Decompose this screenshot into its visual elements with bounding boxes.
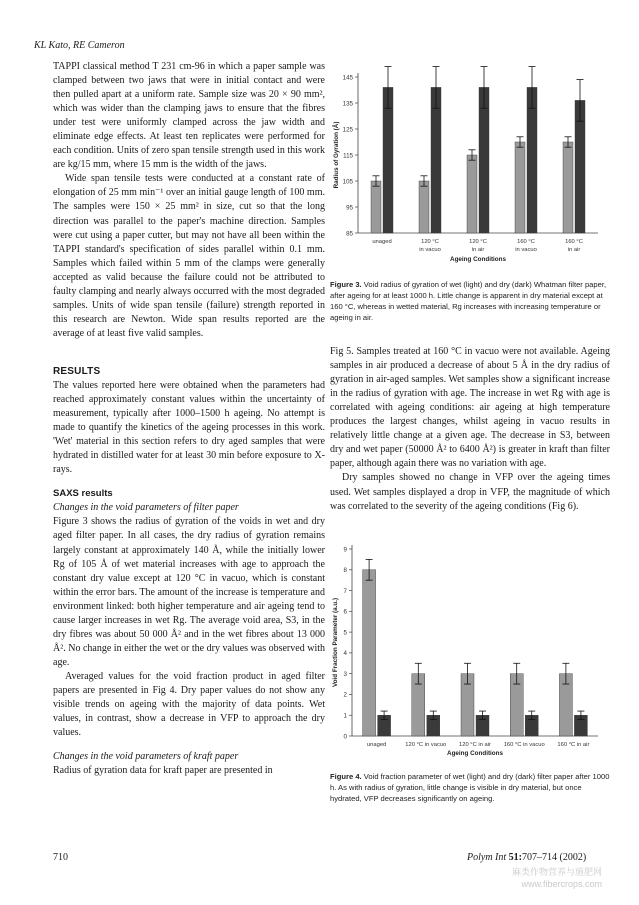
fig3-x-tick-label: 120 °C <box>421 239 439 245</box>
running-header: KL Kato, RE Cameron <box>34 40 125 51</box>
paragraph-results-intro: The values reported here were obtained when the parameters had reached approximately constant values within the uncertainty of measurement, typically after 1000–1500 h ageing. No attempt is made to quantify the kinetics of the ageing processes in this work. 'Wet' material in this section refers to dry aged samples that were hydrated in distilled water for at least 30 min before exposure to X-rays. <box>53 379 325 476</box>
figure-4-caption <box>330 771 610 804</box>
fig4-y-tick-label: 6 <box>343 608 347 616</box>
fig3-y-tick-label: 95 <box>346 204 353 212</box>
fig3-x-tick-label: 160 °C <box>517 239 535 245</box>
paragraph-kraft-vfp: Dry samples showed no change in VFP over the ageing times used. Wet samples displayed a drop in VFP, the magnitude of which was correlated to the severity of the ageing conditions (Fig 6). <box>330 472 610 512</box>
fig3-x-tick-label: in vacuo <box>419 247 441 253</box>
fig3-x-tick-label: in air <box>471 247 485 253</box>
paragraph-wide-span: Wide span tensile tests were conducted at a constant rate of elongation of 25 mm min⁻¹ over an initial gauge length of 100 mm. The samples were 150 × 25 mm² in size, cut so that the long direction was parallel to the paper's machine direction. Samples were cut using a paper cutter, but may not have all been within the TAPPI standard's specification of sides parallel within 0.1 mm. Samples which failed within 5 mm of the clamps were generally accepted as valid because the failure could not be attributed to faulty clamping and nearly always occurred with the most degraded samples. Units of wide span tensile (failure) strength reported in this research are Newton. Wide span results reported are the average of at least five valid samples. <box>53 173 325 339</box>
fig4-x-tick-label: 120 °C in vacuo <box>405 741 447 748</box>
figure-4-label: Figure 4. <box>330 771 362 781</box>
right-column <box>330 60 610 804</box>
subheading-kraft-paper: Changes in the void parameters of kraft paper <box>53 751 239 763</box>
fig3-x-tick-label: in air <box>567 247 581 253</box>
fig4-x-tick-label: unaged <box>366 741 387 748</box>
saxs-heading: SAXS results <box>53 488 113 500</box>
fig3-bar-wet <box>563 142 573 233</box>
results-heading: RESULTS <box>53 365 101 377</box>
journal-volume: 51: <box>508 852 522 863</box>
figure-3-caption <box>330 279 610 323</box>
fig3-y-tick-label: 125 <box>342 126 353 134</box>
fig4-x-tick-label: 160 °C in vacuo <box>503 741 545 748</box>
fig3-bar-wet <box>419 181 429 233</box>
fig3-bar-dry <box>527 87 537 233</box>
left-column <box>53 60 325 778</box>
fig3-y-tick-label: 135 <box>342 100 353 108</box>
fig3-x-tick-label: 120 °C <box>469 239 487 245</box>
fig3-x-axis-title: Ageing Conditions <box>450 256 506 263</box>
fig3-bar-wet <box>371 181 381 233</box>
fig4-y-tick-label: 2 <box>343 691 347 699</box>
fig3-bar-dry <box>479 87 489 233</box>
fig4-y-axis-title: Void Fraction Parameter (a.u.) <box>332 597 339 687</box>
fig4-y-tick-label: 8 <box>343 566 347 574</box>
journal-pages: 707–714 (2002) <box>522 852 587 863</box>
fig4-y-tick-label: 4 <box>343 649 347 657</box>
fig4-bar-wet <box>363 569 376 735</box>
page-number: 710 <box>53 852 68 863</box>
paragraph-kraft-start: Radius of gyration data for kraft paper are presented in <box>53 765 273 777</box>
figure-4 <box>330 542 610 804</box>
figure-4-caption-text: Void fraction parameter of wet (light) and dry (dark) filter paper after 1000 h. As with radius of gyration, little change is visible in dry material, but once hydrated, VFP decreases significantly on ageing. <box>330 771 610 803</box>
fig3-y-axis-title: Radius of Gyration (Å) <box>333 121 340 189</box>
fig4-y-tick-label: 1 <box>343 712 347 720</box>
paragraph-figure4-discussion: Averaged values for the void fraction product in aged filter papers are presented in Fig 4. Dry paper values do not show any visible trends on ageing with the majority of data points. Wet values, in contrast, show a decrease in VFP to approach the dry values. <box>53 670 325 739</box>
watermark-line1: 麻类作物营养与施肥网 <box>512 867 603 877</box>
paragraph-figure3-discussion: Figure 3 shows the radius of gyration of the voids in wet and dry aged filter paper. In all cases, the dry radius of gyration remains largely constant at approximately 140 Å, while the initially lower Rg of 105 Å of wet material increases with age to approach the constant dry value except at 120 °C in vacuo, which is constant within the error bars. The amount of the increase is temperature and environment linked: both higher temperature and air ageing tend to cause larger increases in wet Rg. The average void area, S3, in the dry fibres was about 50 000 Å² and in the wet fibres about 13 000 Å². No change in either the wet or the dry values was observed with age. <box>53 516 325 668</box>
figure-3-chart <box>330 60 610 268</box>
journal-citation <box>467 852 586 863</box>
fig3-x-tick-label: in vacuo <box>515 247 537 253</box>
figure-3-caption-text: Void radius of gyration of wet (light) and dry (dark) Whatman filter paper, after ageing for at least 1000 h. Little change is apparent in dry material except at 160 °C, whereas in wetted material, Rg increases with increasing temperature or ageing in air. <box>330 280 607 323</box>
fig4-x-axis-title: Ageing Conditions <box>447 749 503 757</box>
figure-3 <box>330 60 610 323</box>
watermark-line2: www.fibercrops.com <box>521 879 603 889</box>
journal-name: Polym Int <box>467 852 507 863</box>
fig3-bar-wet <box>467 155 477 233</box>
paragraph-tappi-method: TAPPI classical method T 231 cm-96 in which a paper sample was clamped between two jaws that were in initial contact and were then pulled apart at a uniform rate. Sample size was 20 × 90 mm², which was wider than the clamping jaws to ensure that the fibres under test were uniformly clamped across the jaw width and eliminate edge effects. At least ten replicates were performed for each condition. Units of zero span tensile strength used in this work are kg/15 mm, where 15 mm is the width of the jaws. <box>53 61 325 171</box>
fig4-x-tick-label: 160 °C in air <box>557 741 590 748</box>
fig3-y-tick-label: 115 <box>343 152 353 160</box>
fig4-y-tick-label: 5 <box>343 629 347 637</box>
figure-3-label: Figure 3. <box>330 280 362 290</box>
figure-4-chart <box>330 542 610 760</box>
fig3-y-tick-label: 85 <box>346 230 353 238</box>
fig3-y-tick-label: 105 <box>342 178 353 186</box>
watermark <box>512 866 602 890</box>
fig3-y-tick-label: 145 <box>342 74 353 82</box>
fig3-bar-wet <box>515 142 525 233</box>
fig3-bar-dry <box>431 87 441 233</box>
fig4-y-tick-label: 3 <box>343 670 347 678</box>
fig4-x-tick-label: 120 °C in air <box>459 741 491 748</box>
fig4-y-tick-label: 7 <box>343 587 347 595</box>
fig3-x-tick-label: unaged <box>372 239 392 245</box>
fig3-x-tick-label: 160 °C <box>565 239 583 245</box>
fig4-y-tick-label: 9 <box>343 545 347 553</box>
subheading-filter-paper: Changes in the void parameters of filter paper <box>53 502 239 514</box>
fig4-y-tick-label: 0 <box>343 732 347 740</box>
paragraph-kraft-results: Fig 5. Samples treated at 160 °C in vacuo were not available. Ageing samples in air produced a decrease of about 5 Å in the dry radius of gyration in air-aged samples. Wet samples show a significant increase in the radius of gyration with age. The increase in wet Rg with age is correlated with ageing conditions: air ageing at high temperature produces the largest changes, whilst ageing in vacuo results in relatively little change at a given age. The decrease in S3, between dry and wet paper (50000 Å² to 6400 Å²) is greater in kraft than filter paper, although again there was no variation with age. <box>330 346 610 470</box>
fig3-bar-dry <box>383 87 393 233</box>
